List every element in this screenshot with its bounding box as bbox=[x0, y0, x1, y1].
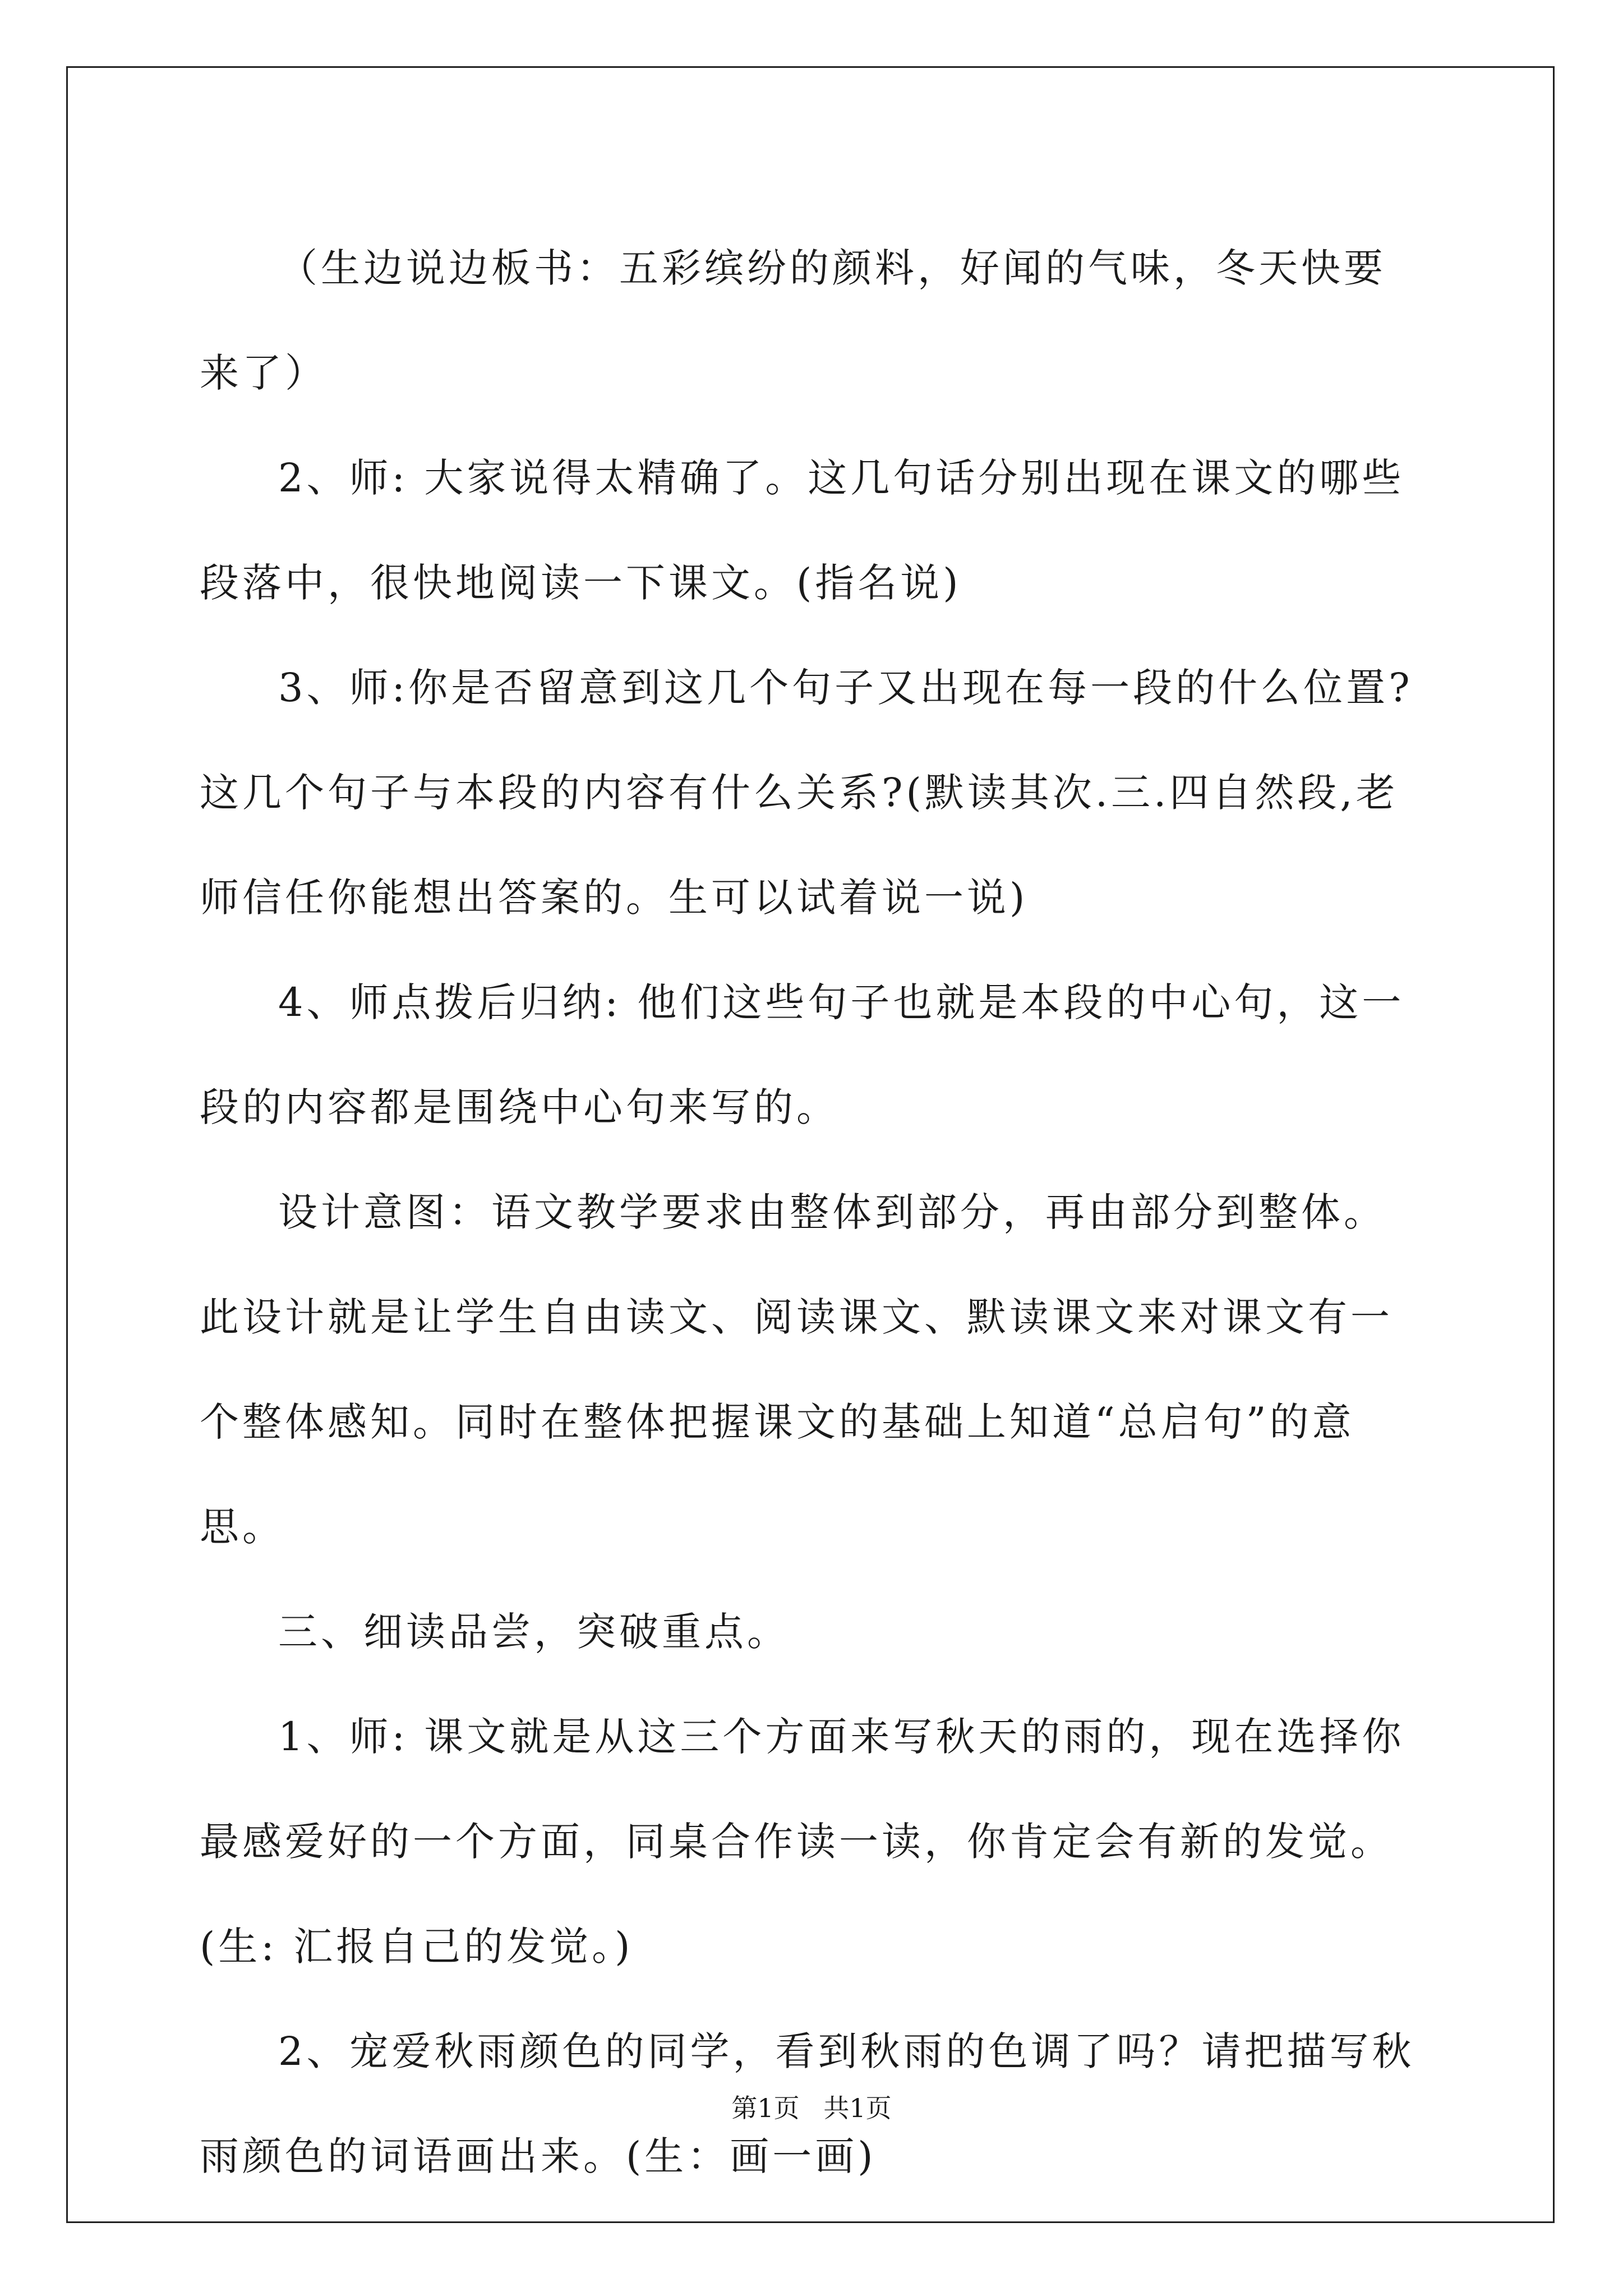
paragraph-3: 3、师:你是否留意到这几个句子又出现在每一段的什么位置?这几个句子与本段的内容有什么关系?(默读其次.三.四自然段,老师信任你能想出答案的。生可以试着说一说) bbox=[200, 665, 1413, 921]
page-footer bbox=[0, 2091, 1623, 2125]
paragraph-4: 4、师点拨后归纳: 他们这些句子也就是本段的中心句，这一段的内容都是围绕中心句来写的。 bbox=[200, 979, 1405, 1130]
paragraph-8: 2、宠爱秋雨颜色的同学，看到秋雨的色调了吗？请把描写秋雨颜色的词语画出来。(生：画一画) bbox=[200, 2028, 1415, 2179]
paragraph-1: （生边说边板书：五彩缤纷的颜料，好闻的气味，冬天快要来了） bbox=[200, 245, 1386, 396]
paragraph-6: 三、细读品尝，突破重点。 bbox=[278, 1609, 790, 1655]
paragraph-5: 设计意图：语文教学要求由整体到部分，再由部分到整体。此设计就是让学生自由读文、阅读课文、默读课文来对课文有一个整体感知。同时在整体把握课文的基础上知道“总启句”的意思。 bbox=[200, 1189, 1393, 1550]
page-number-current: 第1页 bbox=[731, 2093, 800, 2123]
document-body bbox=[200, 216, 1426, 2209]
paragraph-7: 1、师: 课文就是从这三个方面来写秋天的雨的，现在选择你最感爱好的一个方面，同桌合作读一读，你肯定会有新的发觉。(生: 汇报自己的发觉。) bbox=[200, 1714, 1405, 1970]
paragraph-2: 2、师: 大家说得太精确了。这几句话分别出现在课文的哪些段落中，很快地阅读一下课文。(指名说) bbox=[200, 455, 1405, 606]
page-number-total: 共1页 bbox=[823, 2093, 892, 2123]
